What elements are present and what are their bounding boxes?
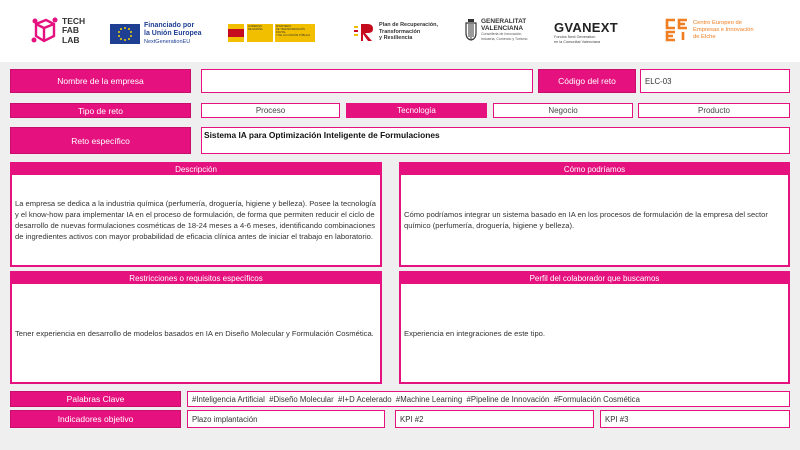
plan-line-2: Transformación (379, 28, 421, 35)
ceei-line-1: Centro Europeo de (693, 19, 742, 26)
indicadores-label: Indicadores objetivo (10, 410, 181, 428)
reto-field[interactable] (201, 127, 790, 154)
gvanext-line-3: en la Comunitat Valenciana (554, 39, 601, 44)
restricciones-panel (10, 271, 382, 384)
ceei-logo (664, 18, 754, 42)
gobierno-line-3: MINISTERIO (276, 25, 292, 28)
ceei-mark-icon (664, 18, 690, 42)
tipo-option-proceso[interactable]: Proceso (201, 103, 340, 118)
tipo-option-producto[interactable]: Producto (638, 103, 790, 118)
eu-line-2: la Unión Europea (144, 30, 202, 37)
techfablab-cube-icon (30, 16, 60, 46)
techfablab-logo (30, 16, 85, 46)
generalitat-line-4: Industria, Comercio y Turismo (481, 36, 528, 41)
gvanext-line-2: Fondos Next Generation (554, 35, 596, 39)
logo-header (0, 0, 800, 62)
plan-recuperacion-logo (354, 22, 438, 42)
spain-shield-icon (228, 24, 244, 42)
tipo-option-negocio[interactable]: Negocio (493, 103, 633, 118)
gobierno-line-1: GOBIERNO (248, 25, 262, 28)
empresa-field[interactable] (201, 69, 533, 93)
tipo-label: Tipo de reto (10, 103, 191, 118)
descripcion-panel (10, 162, 382, 267)
palabras-field[interactable]: #Inteligencia Artificial #Diseño Molecular #I+D Acelerado #Machine Learning #Pipeline de Innovación #Formulación Cosmética (187, 391, 790, 407)
plan-line-1: Plan de Recuperación, (379, 22, 438, 29)
techfablab-line-3: LAB (62, 34, 80, 45)
gobierno-line-4: DE TRANSFORMACIÓN DIGITAL (276, 28, 305, 34)
como-panel (399, 162, 790, 267)
descripcion-title: Descripción (12, 164, 380, 175)
techfablab-line-1: TECH (62, 15, 86, 26)
kpi-3-field[interactable]: KPI #3 (600, 410, 790, 428)
eu-flag-icon (110, 24, 140, 44)
perfil-text: Experiencia en integraciones de este tipo. (404, 328, 545, 338)
ceei-line-3: de Elche (693, 33, 716, 40)
plan-r-icon (354, 22, 376, 42)
gobierno-line-2: DE ESPAÑA (248, 28, 263, 31)
gvanext-wordmark: GVANEXT (554, 20, 618, 35)
como-text: Cómo podríamos integrar un sistema basado en IA en los procesos de formulación de la empresa del sector químico (perfumería, droguería, higiene y belleza). (404, 210, 768, 230)
kpi-1-field[interactable]: Plazo implantación (187, 410, 385, 428)
tipo-option-tecnologia[interactable]: Tecnología (346, 103, 487, 118)
restricciones-text: Tener experiencia en desarrollo de modelos basados en IA en Diseño Molecular y Formulación Cosmética. (15, 328, 374, 338)
generalitat-line-3: Conselleria de Innovación, (481, 32, 523, 36)
perfil-panel (399, 271, 790, 384)
eu-logo (110, 22, 202, 46)
descripcion-text: La empresa se dedica a la industria química (perfumería, droguería, higiene y belleza). Posee la tecnología y el know-how para implementar IA en el proceso de formulación, de forma que permiten reducir el ciclo de desarrollo de nuevas formulaciones cosméticas de 18-24 meses a 4-6 meses, identificando combinaciones de ingredientes activos con mayor probabilidad de eficacia clínica antes de iniciar el trabajo en laboratorio. (15, 199, 376, 241)
generalitat-line-1: GENERALITAT (481, 18, 527, 25)
generalitat-shield-icon (464, 19, 478, 41)
reto-label: Reto específico (10, 127, 191, 154)
palabras-label: Palabras Clave (10, 391, 181, 407)
generalitat-logo (464, 18, 528, 41)
perfil-title: Perfil del colaborador que buscamos (401, 273, 788, 284)
techfablab-line-2: FAB (62, 25, 79, 36)
empresa-label: Nombre de la empresa (10, 69, 191, 93)
restricciones-title: Restricciones o requisitos específicos (12, 273, 380, 284)
reto-value: Sistema IA para Optimización Inteligente de Formulaciones (204, 130, 440, 140)
eu-line-3: NextGenerationEU (144, 39, 191, 45)
gobierno-line-5: Y DE LA FUNCIÓN PÚBLICA (276, 34, 311, 37)
generalitat-line-2: VALENCIANA (481, 25, 524, 32)
codigo-label: Código del reto (538, 69, 636, 93)
codigo-field[interactable]: ELC-03 (640, 69, 790, 93)
como-title: Cómo podríamos (401, 164, 788, 175)
ceei-line-2: Empresas e Innovación (693, 26, 754, 33)
plan-line-3: y Resiliencia (379, 35, 413, 42)
gobierno-logo (228, 24, 315, 42)
eu-line-1: Financiado por (144, 22, 195, 29)
gvanext-logo (554, 20, 618, 44)
kpi-2-field[interactable]: KPI #2 (395, 410, 594, 428)
